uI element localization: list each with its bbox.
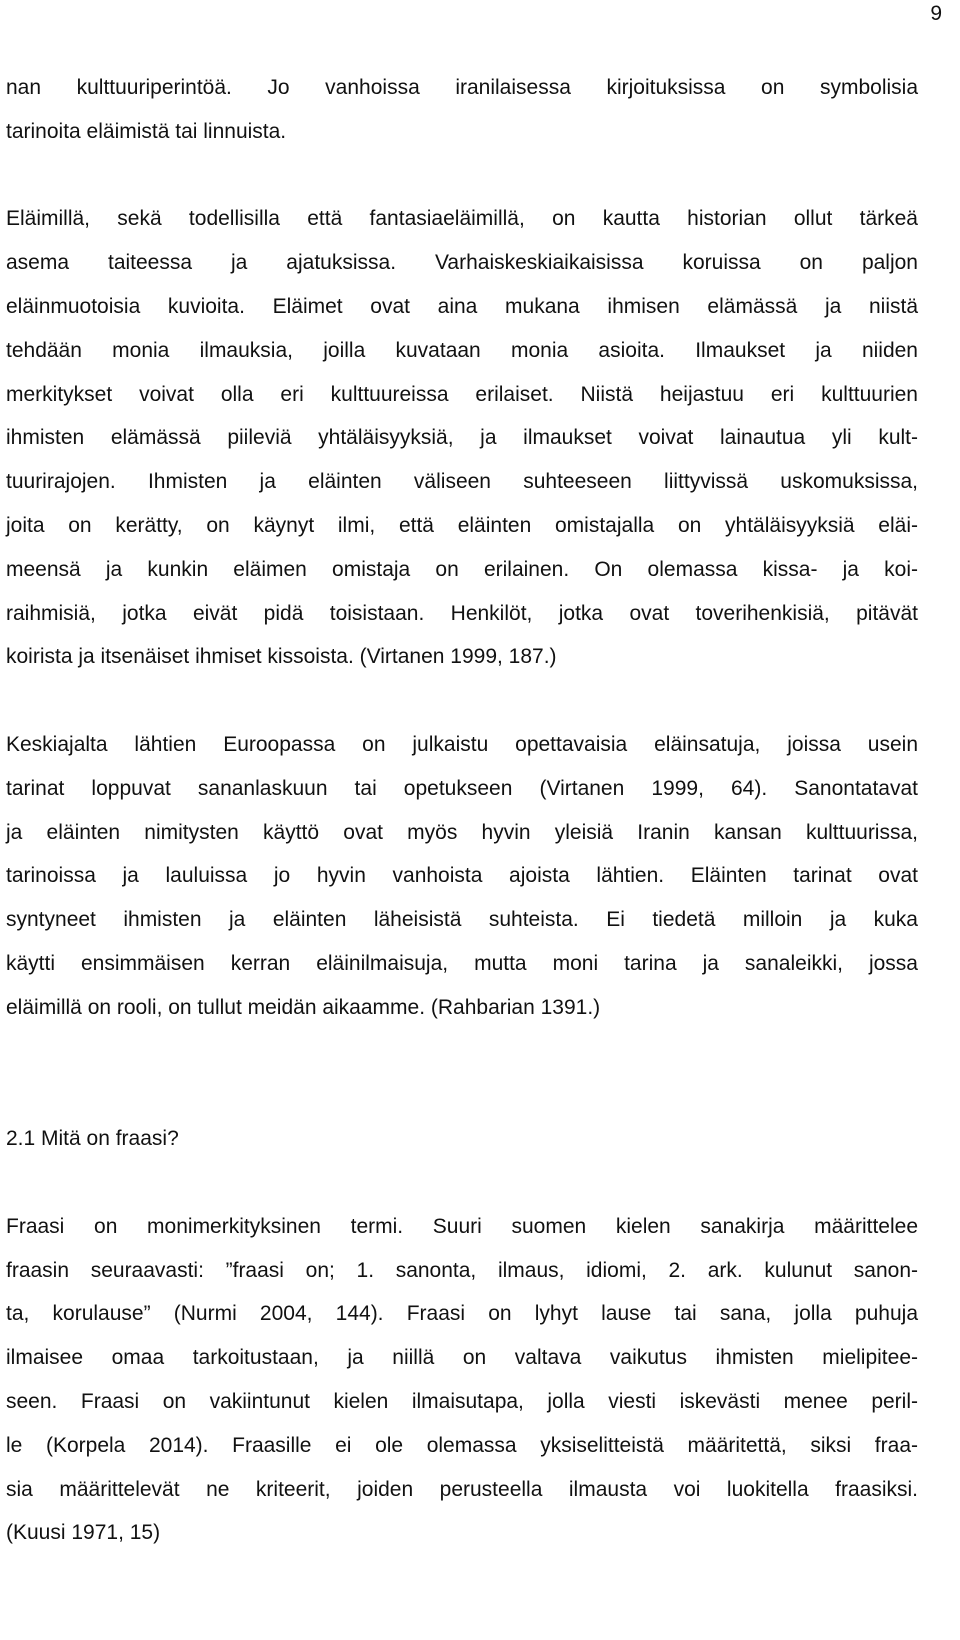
- text-line: Keskiajalta lähtien Euroopassa on julkaistu opettavaisia eläinsatuja, joissa usein: [6, 732, 918, 756]
- text-line: Fraasi on monimerkityksinen termi. Suuri suomen kielen sanakirja määrittelee: [6, 1214, 918, 1238]
- text-line: tarinoissa ja lauluissa jo hyvin vanhoista ajoista lähtien. Eläinten tarinat ovat: [6, 864, 918, 888]
- text-line: tuurirajojen. Ihmisten ja eläinten väliseen suhteeseen liittyvissä uskomuksissa,: [6, 470, 918, 494]
- text-line: joita on kerätty, on käynyt ilmi, että eläinten omistajalla on yhtäläisyyksiä eläi-: [6, 513, 918, 537]
- text-line: tehdään monia ilmauksia, joilla kuvataan monia asioita. Ilmaukset ja niiden: [6, 338, 918, 362]
- text-line: merkitykset voivat olla eri kulttuureissa erilaiset. Niistä heijastuu eri kulttuurien: [6, 382, 918, 406]
- page-body: [6, 71, 918, 1560]
- text-line: syntyneet ihmisten ja eläinten läheisistä suhteista. Ei tiedetä milloin ja kuka: [6, 908, 918, 932]
- text-line: eläinmuotoisia kuvioita. Eläimet ovat aina mukana ihmisen elämässä ja niistä: [6, 294, 918, 318]
- text-line: raihmisiä, jotka eivät pidä toisistaan. Henkilöt, jotka ovat toverihenkisiä, pitävät: [6, 601, 918, 625]
- paragraph-middle-ages: [6, 728, 918, 1035]
- paragraph-spacer: [6, 159, 918, 203]
- text-line: seen. Fraasi on vakiintunut kielen ilmaisutapa, jolla viesti iskevästi menee peril-: [6, 1389, 918, 1413]
- text-line: tarinoita eläimistä tai linnuista.: [6, 119, 287, 143]
- text-line: fraasin seuraavasti: ”fraasi on; 1. sanonta, ilmaus, idiomi, 2. ark. kulunut sanon-: [6, 1258, 918, 1282]
- text-line: ihmisten elämässä piileviä yhtäläisyyksiä, ja ilmaukset voivat lainautua yli kult-: [6, 426, 918, 450]
- paragraph-spacer: [6, 1166, 918, 1210]
- text-line: koirista ja itsenäiset ihmiset kissoista. (Virtanen 1999, 187.): [6, 645, 557, 669]
- text-line: käytti ensimmäisen kerran eläinilmaisuja, mutta moni tarina ja sanaleikki, jossa: [6, 951, 918, 975]
- text-line: nan kulttuuriperintöä. Jo vanhoissa iranilaisessa kirjoituksissa on symbolisia: [6, 76, 918, 99]
- text-line: ilmaisee omaa tarkoitustaan, ja niillä on valtava vaikutus ihmisten mielipitee-: [6, 1346, 918, 1370]
- paragraph-animals: [6, 202, 918, 684]
- text-line: tarinat loppuvat sananlaskuun tai opetukseen (Virtanen 1999, 64). Sanontatavat: [6, 776, 918, 800]
- text-line: (Kuusi 1971, 15): [6, 1521, 161, 1545]
- section-spacer: [6, 1035, 918, 1123]
- text-line: Eläimillä, sekä todellisilla että fantasiaeläimillä, on kautta historian ollut tärkeä: [6, 207, 918, 231]
- text-line: le (Korpela 2014). Fraasille ei ole olemassa yksiselitteistä määritettä, siksi fraa-: [6, 1433, 918, 1457]
- text-line: asema taiteessa ja ajatuksissa. Varhaiskeskiaikaisissa koruissa on paljon: [6, 251, 918, 275]
- text-line: ta, korulause” (Nurmi 2004, 144). Fraasi on lyhyt lause tai sana, jolla puhuja: [6, 1302, 918, 1326]
- page-number: 9: [930, 2, 942, 25]
- text-line: eläimillä on rooli, on tullut meidän aikaamme. (Rahbarian 1391.): [6, 995, 601, 1019]
- text-line: meensä ja kunkin eläimen omistaja on erilainen. On olemassa kissa- ja koi-: [6, 557, 918, 581]
- paragraph-spacer: [6, 684, 918, 728]
- section-heading: 2.1 Mitä on fraasi?: [6, 1127, 179, 1151]
- paragraph-intro: [6, 71, 918, 159]
- text-line: ja eläinten nimitysten käyttö ovat myös hyvin yleisiä Iranin kansan kulttuurissa,: [6, 820, 918, 844]
- paragraph-fraasi: [6, 1210, 918, 1560]
- text-line: sia määrittelevät ne kriteerit, joiden perusteella ilmausta voi luokitella fraasiksi.: [6, 1477, 918, 1501]
